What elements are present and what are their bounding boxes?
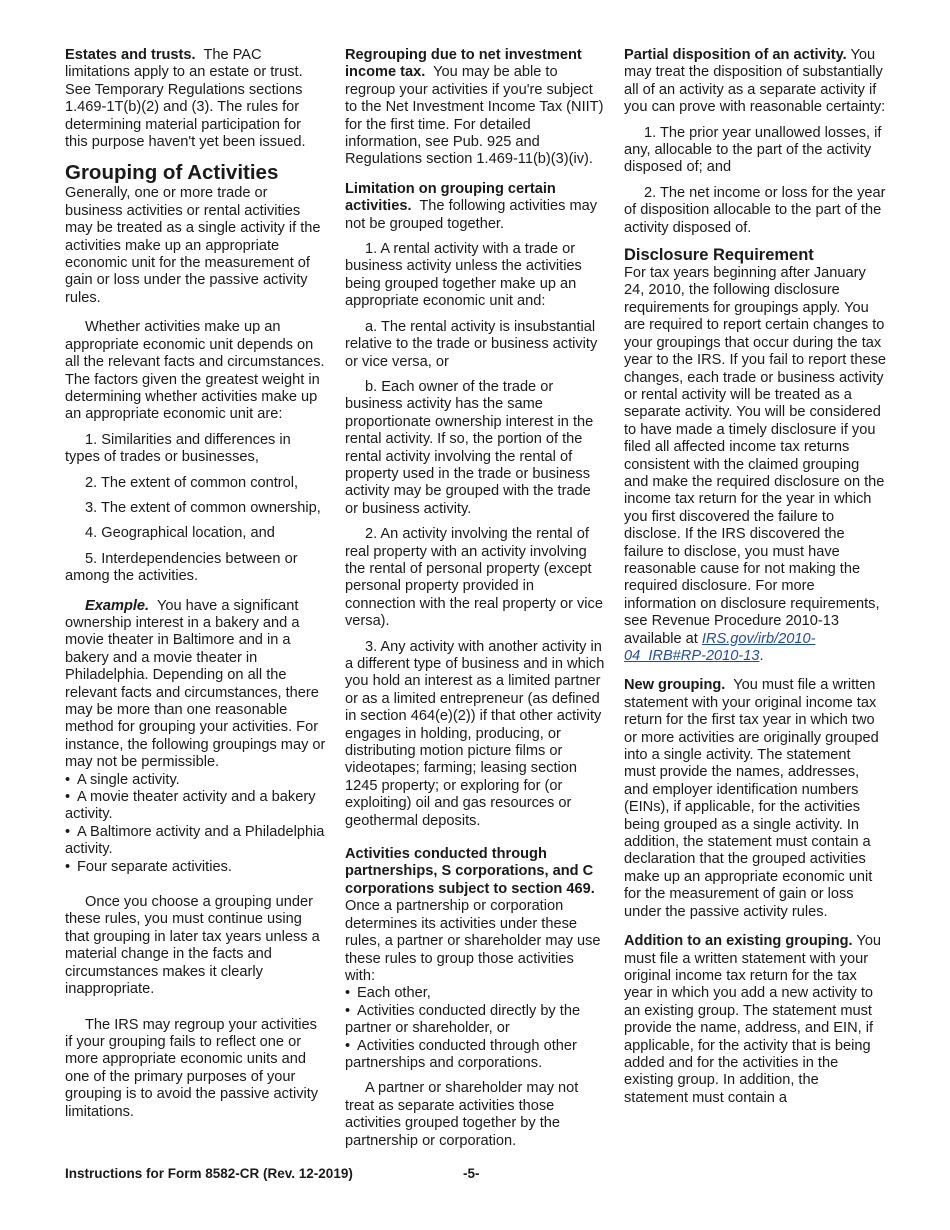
- factor-4: 4. Geographical location, and: [85, 525, 275, 542]
- partial-paragraph: [624, 47, 886, 117]
- bullet-icon: •: [65, 858, 71, 875]
- grouping-p2: Whether activities make up an appropriate economic unit depends on all the relevant facts and circumstances. The factors given the greatest weight in determining whether activities make up an appropriate economic unit are:: [65, 319, 325, 423]
- list-item: • A movie theater activity and a bakery activity.: [65, 789, 316, 823]
- factor-2: 2. The extent of common control,: [85, 474, 299, 491]
- bullet-icon: •: [65, 771, 71, 788]
- partner-bullet-list: [345, 985, 607, 1072]
- column-3: [624, 47, 886, 1115]
- limit-item-1: 1. A rental activity with a trade or business activity unless the activities being grouped together make up an appropriate economic unit and:: [345, 241, 582, 310]
- limit-item-3: 3. Any activity with another activity in a different type of business and in which you hold an interest as a limited partner or as a limited entrepreneur (as defined in section 464(e)(2)) if that other activity engages in holding, producing, or distributing motion picture films or videotapes; farming; leasing section 1245 property; or exploring for (or exploiting) oil and gas resources or geothermal deposits.: [345, 638, 605, 829]
- bullet-icon: •: [65, 823, 71, 840]
- example-bullet-list: [65, 772, 327, 876]
- regroup-text: You may be able to regroup your activities if you're subject to the Net Investment Income Tax (NIIT) for the first time. For detailed information, see Pub. 925 and Regulations section 1.469-11(b)(3)(iv).: [345, 64, 604, 168]
- disclosure-paragraph: For tax years beginning after January 24, 2010, the following disclosure requirements for groupings apply. You are required to report certain changes to your groupings that occur during the tax year to the IRS. If you fail to report these changes, each trade or business activity or rental activity will be treated as a separate activity. You will be considered to have made a timely disclosure if you filed all affected income tax returns consistent with the claimed grouping and make the required disclosure on the income tax return for the year in which you first discovered the failure to disclose. If the IRS discovered the failure to disclose, you must have reasonable cause for not making the required disclosure. For more information on disclosure requirements, see Revenue Procedure 2010-13 available at IRS.gov/irb/2010-04_IRB#RP-2010-13.: [624, 265, 887, 664]
- bullet-icon: •: [345, 1002, 351, 1019]
- disclosure-text: For tax years beginning after January 24, 2010, the following disclosure requirements for groupings apply. You are required to report certain changes to your groupings that occur during the tax year to the IRS. If you fail to report these changes, each trade or business activity or rental activity will be treated as a separate activity. You will be considered to have made a timely disclosure if you filed all affected income tax returns consistent with the claimed grouping and make the required disclosure on the income tax return for the year in which you first discovered the failure to disclose. If the IRS discovered the failure to disclose, you must have reasonable cause for not making the required disclosure. For more information on disclosure requirements, see Revenue Procedure 2010-13 available at: [624, 265, 887, 647]
- example-paragraph: [65, 598, 327, 772]
- irs-regroup-paragraph: The IRS may regroup your activities if your grouping fails to reflect one or more appropriate economic units and one of the primary purposes of your grouping is to avoid the passive activity limitations.: [65, 1016, 319, 1120]
- new-grouping-lead: New grouping.: [624, 677, 726, 694]
- grouping-p1: Generally, one or more trade or business activities or rental activities may be treated as a single activity if the activities make up an appropriate economic unit for the measurement of gain or loss under the passive activity rules.: [65, 185, 321, 306]
- limit-lead: Limitation on grouping certain activities.: [345, 180, 556, 215]
- grouping-heading: Grouping of Activities: [65, 161, 279, 185]
- factor-5: 5. Interdependencies between or among the activities.: [65, 550, 298, 585]
- footer-page-number: -5-: [463, 1166, 480, 1181]
- estates-lead: Estates and trusts.: [65, 47, 196, 63]
- list-item: • Activities conducted through other partnerships and corporations.: [345, 1037, 577, 1071]
- disclosure-heading: Disclosure Requirement: [624, 246, 814, 265]
- addition-text: You must file a written statement with your original income tax return for the tax year in which you add a new activity to an existing group. The statement must provide the name, address, and EIN, if applicable, for the activity that is being added and for the activities in the existing group. In addition, the statement must contain a: [624, 933, 882, 1106]
- footer-form-title: Instructions for Form 8582-CR (Rev. 12-2019): [65, 1166, 353, 1181]
- addition-paragraph: [624, 933, 886, 1107]
- column-1: [65, 47, 327, 1129]
- bullet-icon: •: [65, 789, 71, 806]
- limit-text: The following activities may not be grouped together.: [345, 198, 598, 232]
- column-2: [345, 47, 607, 1158]
- partial-item-1: 1. The prior year unallowed losses, if any, allocable to the part of the activity disposed of; and: [624, 124, 882, 176]
- addition-lead: Addition to an existing grouping.: [624, 933, 853, 950]
- partner-p2: A partner or shareholder may not treat as separate activities those activities grouped together by the partnership or corporation.: [345, 1080, 579, 1149]
- partner-paragraph: [345, 846, 607, 985]
- revenue-procedure-link[interactable]: IRS.gov/irb/2010-04_IRB#RP-2010-13: [624, 630, 816, 664]
- example-text: You have a significant ownership interest in a bakery and a movie theater in Baltimore and in a bakery and a movie theater in Philadelphia. Depending on all the relevant facts and circumstances, there may be more than one reasonable method for grouping your activities. For instance, the following groupings may or may not be permissible.: [65, 597, 326, 771]
- new-grouping-text: You must file a written statement with your original income tax return for the first tax year in which two or more activities are originally grouped into a single activity. The statement must provide the names, addresses, and employer identification numbers (EINs), if applicable, for the activities being grouped as a single activity. In addition, the statement must contain a declaration that the grouped activities make up an appropriate economic unit for the measurement of gain or loss under the passive activity rules.: [624, 677, 879, 920]
- example-lead: Example.: [85, 597, 150, 614]
- partial-text: You may treat the disposition of substantially all of an activity as a separate activity if you can prove with reasonable certainty:: [624, 47, 886, 116]
- bullet-icon: •: [345, 985, 351, 1002]
- factor-1: 1. Similarities and differences in types of trades or businesses,: [65, 431, 291, 466]
- partial-item-2: 2. The net income or loss for the year of disposition allocable to the part of the activity disposed of.: [624, 184, 886, 236]
- limit-paragraph: [345, 181, 607, 233]
- list-item: • Four separate activities.: [65, 858, 232, 875]
- limit-item-2: 2. An activity involving the rental of real property with an activity involving the rental of personal property (except personal property provided in connection with the real property or vice versa).: [345, 526, 603, 630]
- partial-lead: Partial disposition of an activity.: [624, 47, 847, 63]
- list-item: • A Baltimore activity and a Philadelphia activity.: [65, 823, 325, 858]
- bullet-icon: •: [345, 1037, 351, 1054]
- partner-lead: Activities conducted through partnerships, S corporations, and C corporations subject to section 469.: [345, 846, 595, 897]
- factor-3: 3. The extent of common ownership,: [85, 499, 321, 516]
- list-item: • Activities conducted directly by the partner or shareholder, or: [345, 1002, 581, 1037]
- partner-text: Once a partnership or corporation determines its activities under these rules, a partner or shareholder may use these rules to group those activities with:: [345, 898, 601, 984]
- estates-paragraph: [65, 47, 327, 151]
- list-item: • Each other,: [345, 985, 431, 1002]
- limit-item-1a: a. The rental activity is insubstantial relative to the trade or business activity or vice versa, or: [345, 318, 598, 370]
- regroup-paragraph: [345, 47, 607, 169]
- list-item: • A single activity.: [65, 771, 180, 788]
- new-grouping-paragraph: [624, 677, 886, 921]
- regroup-lead: Regrouping due to net investment income tax.: [345, 47, 582, 81]
- limit-item-1b: b. Each owner of the trade or business activity has the same proportionate ownership interest in the rental activity. If so, the portion of the rental activity involving the rental of property used in the trade or business activity may be grouped with the trade or business activity.: [345, 378, 594, 517]
- estates-text: The PAC limitations apply to an estate or trust. See Temporary Regulations sections 1.469-1T(b)(2) and (3). The rules for determining material participation for this purpose haven't yet been issued.: [65, 47, 306, 151]
- continue-paragraph: Once you choose a grouping under these rules, you must continue using that grouping in later tax years unless a material change in the facts and circumstances makes it clearly inappropriate.: [65, 894, 320, 998]
